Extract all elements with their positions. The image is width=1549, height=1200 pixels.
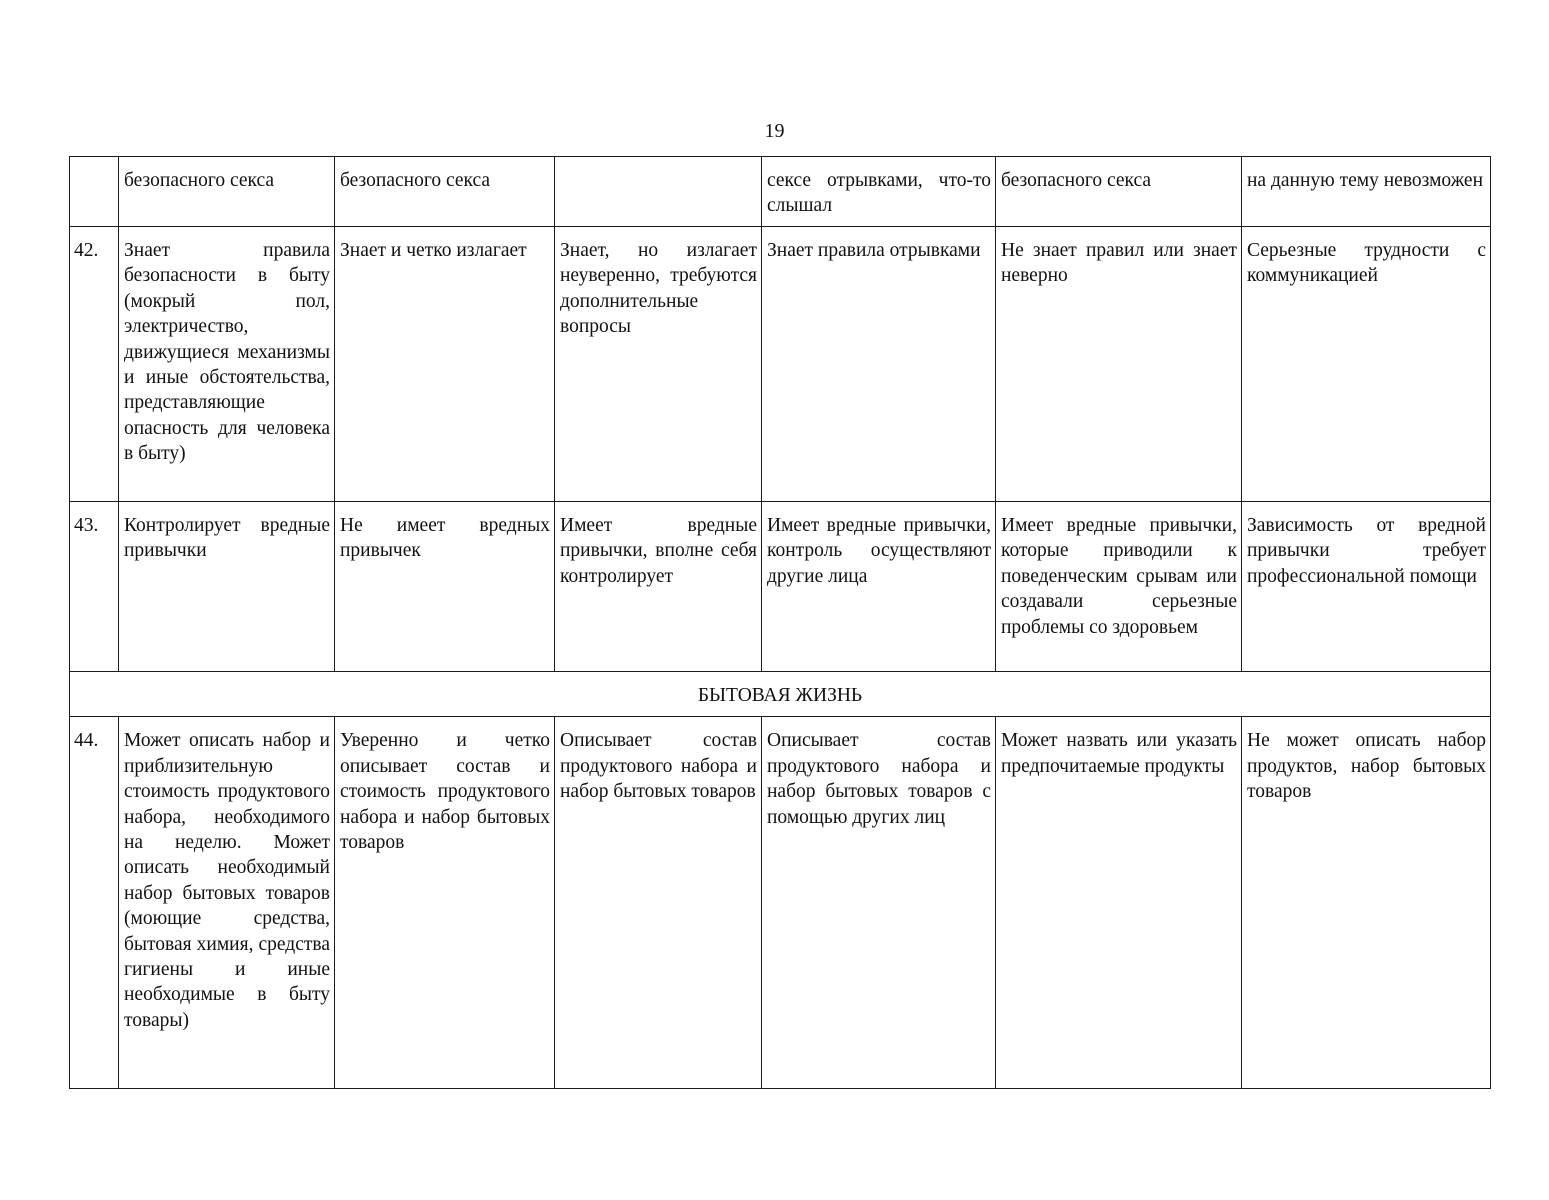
- table-row: [70, 502, 1491, 672]
- level-cell: Не знает правил или знает неверно: [996, 227, 1242, 502]
- table-row: [70, 157, 1491, 227]
- table-row: [70, 717, 1491, 1089]
- criterion-cell: Знает правила безопасности в быту (мокрый пол, электричество, движущиеся механизмы и иные обстоятельства, представляющие опасность для человека в быту): [119, 227, 335, 502]
- criterion-cell: Может описать набор и приблизительную стоимость продуктового набора, необходимого на неделю. Может описать необходимый набор бытовых товаров (моющие средства, бытовая химия, средства гигиены и иные необходимые в быту товары): [119, 717, 335, 1089]
- level-cell: Не может описать набор продуктов, набор бытовых товаров: [1242, 717, 1491, 1089]
- level-cell: безопасного секса: [335, 157, 555, 227]
- page-number: 19: [764, 120, 785, 142]
- level-cell: Имеет вредные привычки, вполне себя контролирует: [555, 502, 762, 672]
- table-row: [70, 227, 1491, 502]
- section-header-row: [70, 672, 1491, 717]
- row-number: [70, 157, 119, 227]
- criterion-cell: безопасного секса: [119, 157, 335, 227]
- level-cell: Знает, но излагает неуверенно, требуются дополнительные вопросы: [555, 227, 762, 502]
- level-cell: [555, 157, 762, 227]
- level-cell: Имеет вредные привычки, которые приводили к поведенческим срывам или создавали серьезные проблемы со здоровьем: [996, 502, 1242, 672]
- level-cell: Может назвать или указать предпочитаемые продукты: [996, 717, 1242, 1089]
- criterion-cell: Контролирует вредные привычки: [119, 502, 335, 672]
- level-cell: Описывает состав продуктового набора и набор бытовых товаров: [555, 717, 762, 1089]
- section-title: БЫТОВАЯ ЖИЗНЬ: [70, 672, 1491, 717]
- row-number: 44.: [70, 717, 119, 1089]
- level-cell: Знает и четко излагает: [335, 227, 555, 502]
- level-cell: сексе отрывками, что-то слышал: [762, 157, 996, 227]
- assessment-table: [69, 156, 1491, 1089]
- level-cell: Имеет вредные привычки, контроль осуществляют другие лица: [762, 502, 996, 672]
- row-number: 42.: [70, 227, 119, 502]
- level-cell: Не имеет вредных привычек: [335, 502, 555, 672]
- level-cell: Серьезные трудности с коммуникацией: [1242, 227, 1491, 502]
- row-number: 43.: [70, 502, 119, 672]
- level-cell: Зависимость от вредной привычки требует профессиональной помощи: [1242, 502, 1491, 672]
- level-cell: Уверенно и четко описывает состав и стоимость продуктового набора и набор бытовых товаров: [335, 717, 555, 1089]
- level-cell: на данную тему невозможен: [1242, 157, 1491, 227]
- level-cell: безопасного секса: [996, 157, 1242, 227]
- level-cell: Знает правила отрывками: [762, 227, 996, 502]
- level-cell: Описывает состав продуктового набора и набор бытовых товаров с помощью других лиц: [762, 717, 996, 1089]
